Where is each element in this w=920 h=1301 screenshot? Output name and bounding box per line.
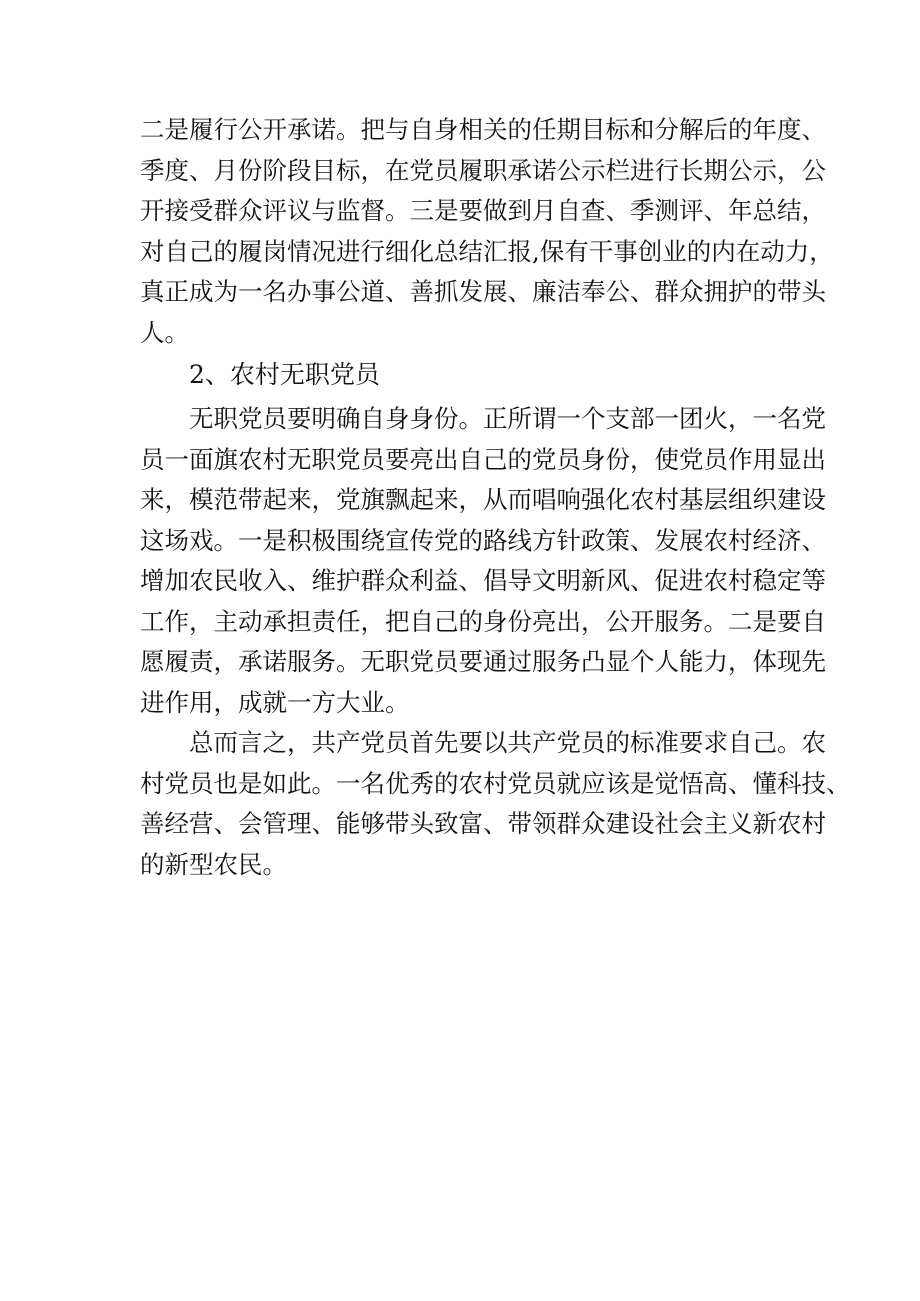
document-body [140,110,851,885]
text-line: 季度、月份阶段目标，在党员履职承诺公示栏进行长期公示，公 [140,155,826,185]
paragraph-commitment [140,110,834,353]
text-line: 无职党员要明确自身身份。正所谓一个支部一团火，一名党 [189,404,826,433]
paragraph-non-official-members [140,399,826,723]
section-heading: 2、农村无职党员 [189,360,380,389]
text-line: 二是履行公开承诺。把与自身相关的任期目标和分解后的年度、 [140,115,826,144]
text-line: 增加农民收入、维护群众利益、倡导文明新风、促进农村稳定等 [140,566,826,595]
text-line: 员一面旗农村无职党员要亮出自己的党员身份，使党员作用显出 [140,444,826,474]
paragraph-conclusion [140,723,851,885]
text-line: 真正成为一名办事公道、善抓发展、廉洁奉公、群众拥护的带头 [140,277,826,306]
text-line: 工作，主动承担责任，把自己的身份亮出，公开服务。二是要自 [140,606,826,636]
text-line: 进作用，成就一方大业。 [140,687,410,717]
text-line: 愿履责，承诺服务。无职党员要通过服务凸显个人能力，体现先 [140,647,826,676]
text-line: 善经营、会管理、能够带头致富、带领群众建设社会主义新农村 [140,809,826,838]
text-line: 的新型农民。 [140,849,287,879]
text-line: 对自己的履岗情况进行细化总结汇报,保有干事创业的内在动力， [140,236,834,266]
text-line: 来，模范带起来，党旗飘起来，从而唱响强化农村基层组织建设 [140,485,826,514]
text-line: 这场戏。一是积极围绕宣传党的路线方针政策、发展农村经济、 [140,525,826,555]
text-line: 总而言之，共产党员首先要以共产党员的标准要求自己。农 [189,728,826,757]
text-line: 人。 [140,317,189,347]
text-line: 村党员也是如此。一名优秀的农村党员就应该是觉悟高、懂科技、 [140,768,851,798]
text-line: 开接受群众评议与监督。三是要做到月自查、季测评、年总结， [140,196,826,225]
